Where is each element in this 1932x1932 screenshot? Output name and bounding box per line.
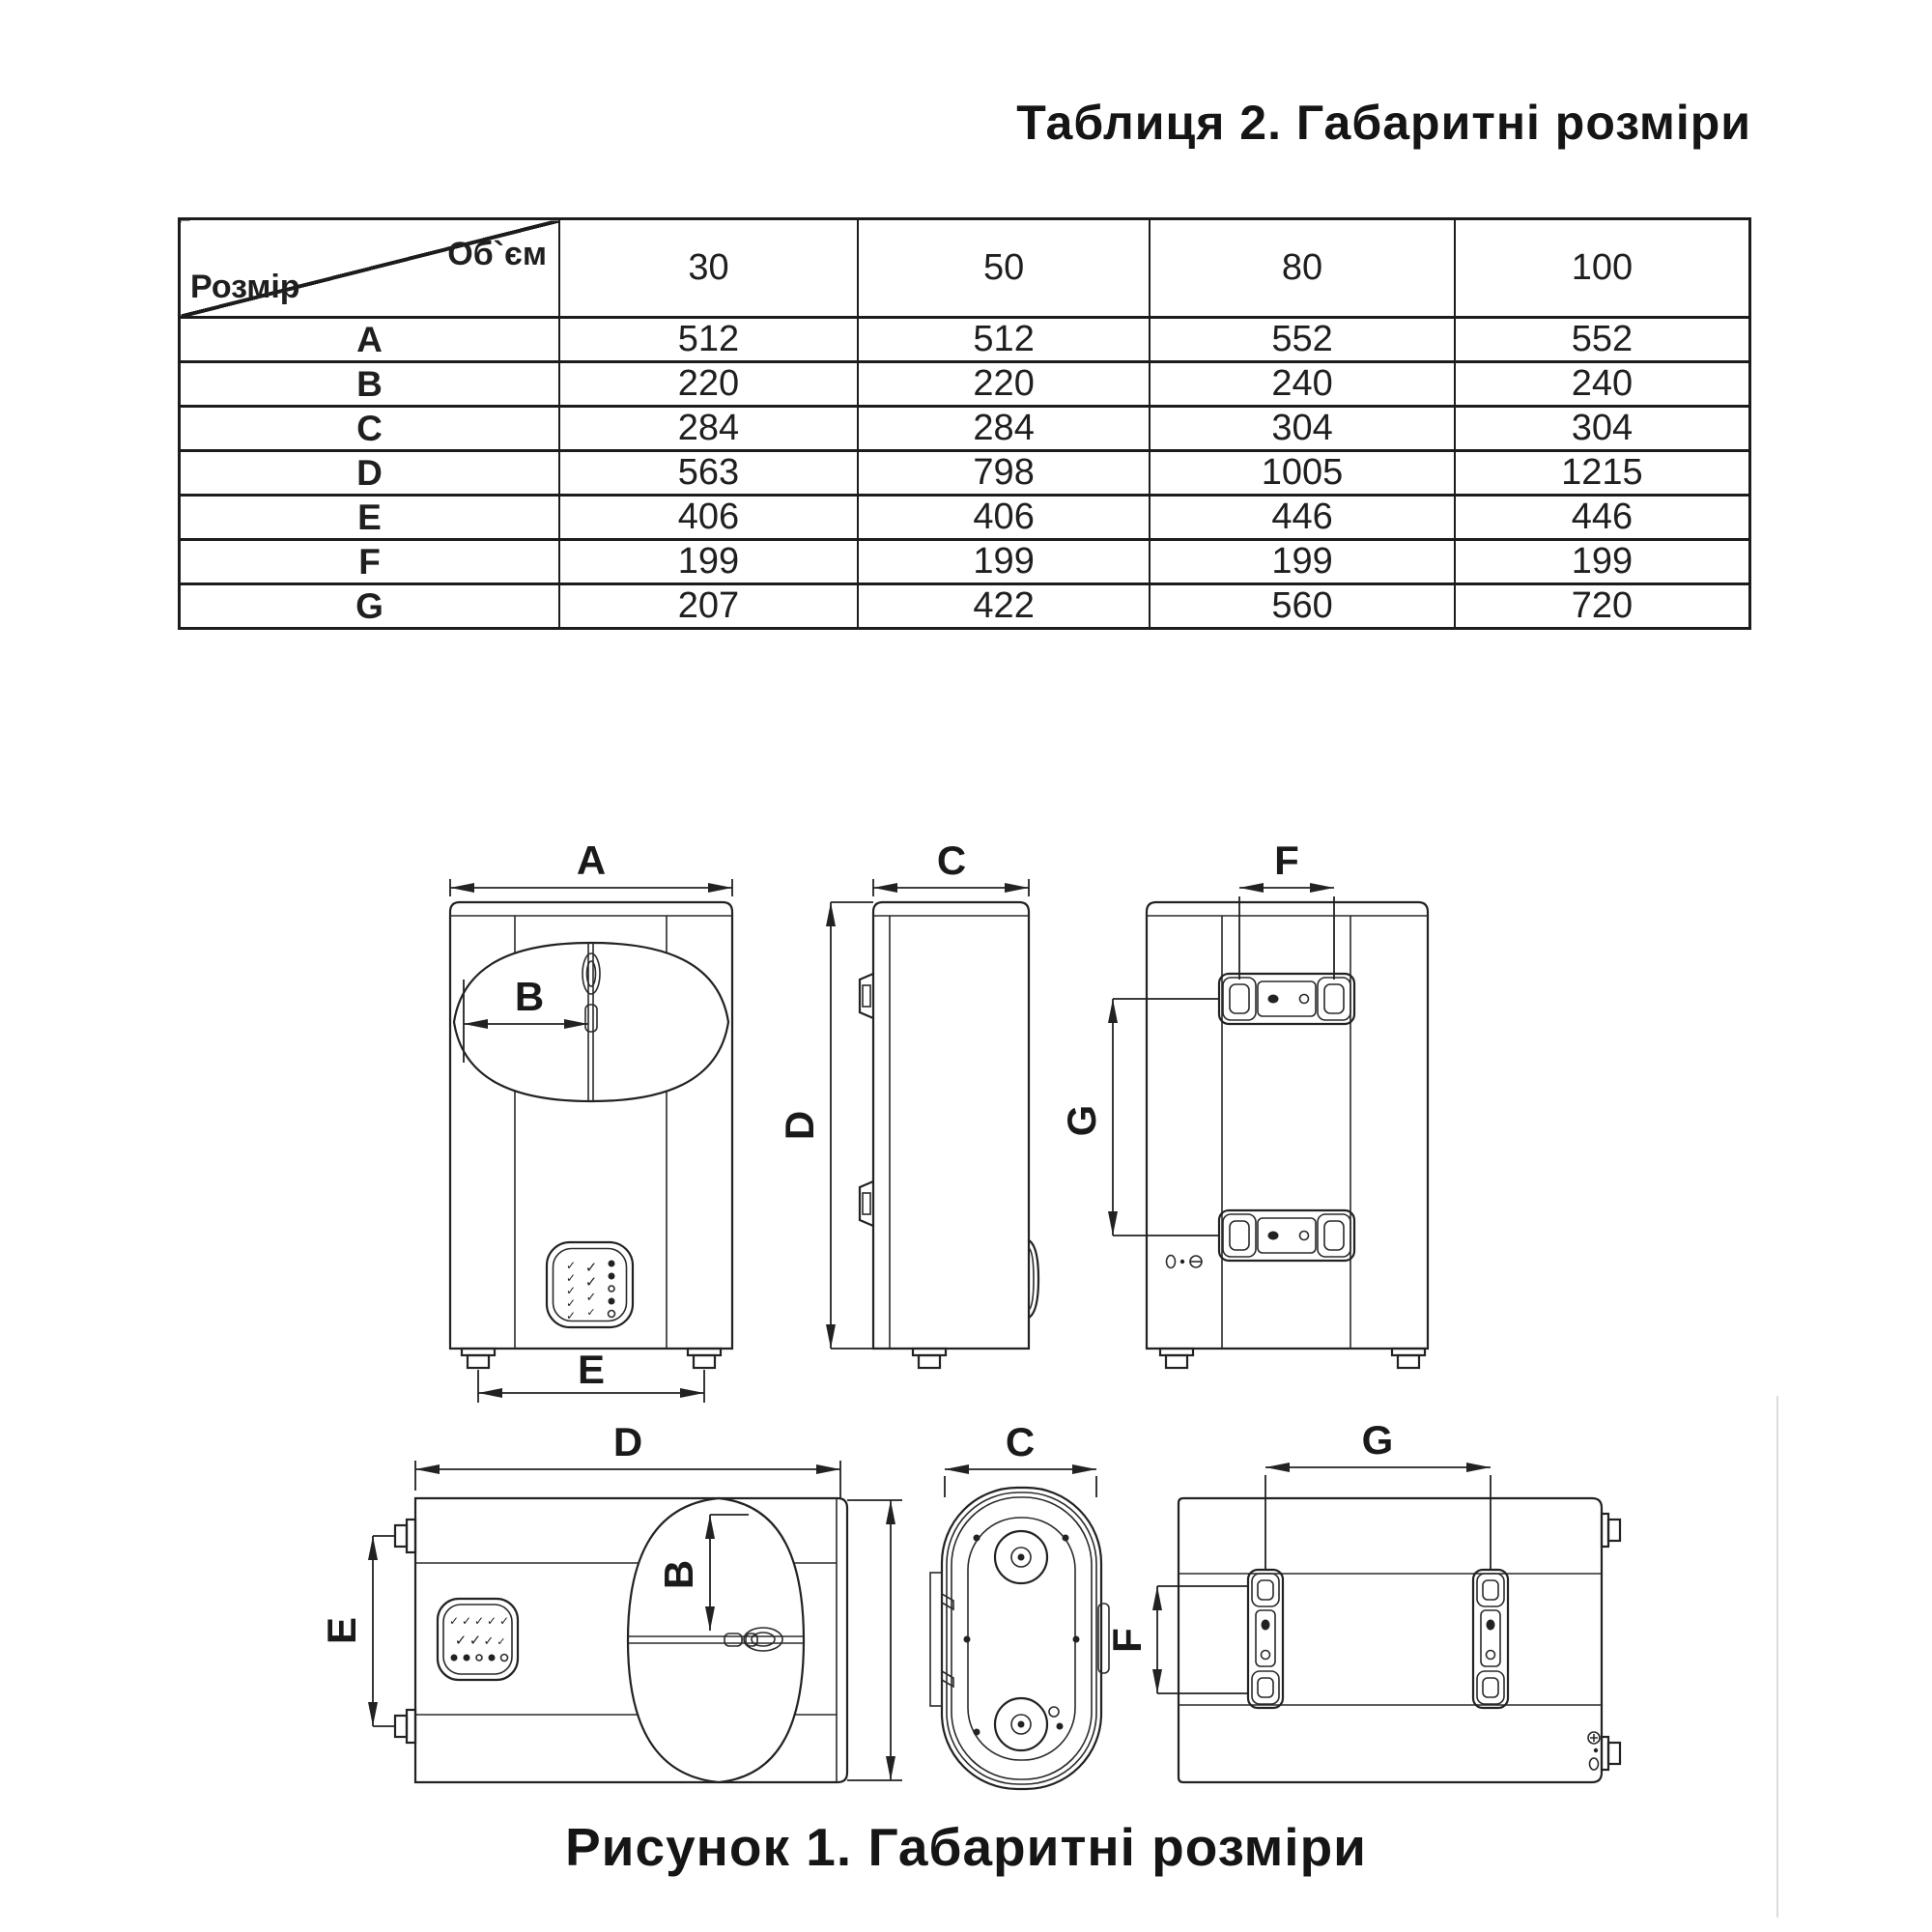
row-label: F — [180, 540, 559, 584]
dim-label-A: A — [576, 838, 607, 883]
dim-label-G: G — [1059, 1104, 1104, 1137]
table-cell: 220 — [858, 362, 1150, 407]
svg-text:✓: ✓ — [565, 1309, 577, 1322]
table-cell: 446 — [1455, 496, 1750, 540]
front-lens-panel — [628, 1498, 804, 1782]
row-label: A — [180, 318, 559, 362]
table-cell: 199 — [858, 540, 1150, 584]
table-title: Таблиця 2. Габаритні розміри — [1016, 96, 1751, 150]
svg-text:✓: ✓ — [497, 1635, 506, 1648]
pipe-fitting-icon — [995, 1531, 1047, 1583]
dim-label-C: C — [936, 838, 967, 883]
svg-text:✓: ✓ — [565, 1271, 577, 1285]
column-header: 50 — [858, 219, 1150, 318]
table-cell: 720 — [1455, 584, 1750, 629]
table-cell: 284 — [559, 407, 858, 451]
mounting-bar-icon — [1248, 1570, 1283, 1708]
dim-label-F: F — [1104, 1628, 1150, 1653]
table-cell: 552 — [1150, 318, 1454, 362]
column-header: 30 — [559, 219, 858, 318]
svg-text:✓: ✓ — [584, 1273, 598, 1291]
table-cell: 304 — [1150, 407, 1454, 451]
table-cell: 1005 — [1150, 451, 1454, 496]
foot — [395, 1520, 415, 1743]
foot — [913, 1349, 946, 1368]
view-front-horizontal — [319, 1419, 902, 1782]
table-cell: 422 — [858, 584, 1150, 629]
table-cell: 284 — [858, 407, 1150, 451]
figure-caption: Рисунок 1. Габаритні розміри — [565, 1817, 1367, 1877]
indicator-marks-icon — [1167, 1256, 1203, 1268]
table-cell: 1215 — [1455, 451, 1750, 496]
table-cell: 199 — [1150, 540, 1454, 584]
table-cell: 406 — [559, 496, 858, 540]
dim-label-B: B — [514, 974, 545, 1019]
svg-text:✓: ✓ — [483, 1634, 495, 1649]
screw-dots — [964, 1535, 1080, 1736]
table-cell: 446 — [1150, 496, 1454, 540]
table-cell: 240 — [1150, 362, 1454, 407]
indicator-marks-icon — [1588, 1732, 1600, 1770]
table-cell: 798 — [858, 451, 1150, 496]
view-oval-top — [930, 1419, 1109, 1789]
foot — [1160, 1349, 1425, 1368]
svg-text:✓: ✓ — [486, 1614, 497, 1628]
mounting-bar-icon — [1473, 1570, 1508, 1708]
svg-text:✓: ✓ — [565, 1296, 577, 1310]
pipe-fitting-icon — [995, 1698, 1047, 1750]
view-rear-horizontal — [1104, 1417, 1620, 1782]
svg-text:✓: ✓ — [454, 1632, 468, 1649]
table-cell: 220 — [559, 362, 858, 407]
table-cell: 199 — [1455, 540, 1750, 584]
view-front-vertical — [450, 838, 732, 1403]
dim-label-E: E — [319, 1616, 364, 1645]
header-size-label: Розмір — [190, 269, 300, 305]
dim-label-C: C — [1005, 1419, 1036, 1464]
wall-bracket-icon — [930, 1573, 953, 1706]
mounting-bar-icon — [1219, 974, 1354, 1024]
dim-label-E: E — [577, 1347, 606, 1392]
front-lens-panel — [454, 943, 728, 1101]
row-label: B — [180, 362, 559, 407]
mounting-bar-icon — [1219, 1210, 1354, 1261]
dim-label-F: F — [1274, 838, 1299, 883]
svg-text:✓: ✓ — [584, 1259, 598, 1276]
svg-text:✓: ✓ — [473, 1614, 485, 1628]
table-cell: 560 — [1150, 584, 1454, 629]
svg-text:✓: ✓ — [461, 1614, 472, 1628]
svg-text:✓: ✓ — [586, 1306, 596, 1319]
dim-label-G: G — [1361, 1417, 1394, 1463]
table-cell: 512 — [559, 318, 858, 362]
svg-text:✓: ✓ — [585, 1291, 597, 1305]
table-cell: 240 — [1455, 362, 1750, 407]
svg-text:✓: ✓ — [565, 1284, 577, 1297]
view-rear-vertical — [1059, 838, 1428, 1368]
table-cell: 207 — [559, 584, 858, 629]
column-header: 80 — [1150, 219, 1454, 318]
wall-bracket-icon — [860, 974, 873, 1226]
table-cell: 552 — [1455, 318, 1750, 362]
dim-label-B: B — [656, 1559, 701, 1590]
control-panel-icon — [547, 1242, 633, 1327]
table-cell: 563 — [559, 451, 858, 496]
table-cell: 304 — [1455, 407, 1750, 451]
table-cell: 512 — [858, 318, 1150, 362]
column-header: 100 — [1455, 219, 1750, 318]
header-volume-label: Об`єм — [447, 236, 547, 272]
svg-text:✓: ✓ — [469, 1632, 482, 1649]
svg-text:✓: ✓ — [498, 1614, 510, 1628]
foot — [1602, 1514, 1620, 1770]
row-label: C — [180, 407, 559, 451]
row-label: D — [180, 451, 559, 496]
view-side-vertical — [777, 838, 1038, 1368]
svg-text:✓: ✓ — [565, 1259, 577, 1272]
table-cell: 406 — [858, 496, 1150, 540]
svg-text:✓: ✓ — [448, 1614, 460, 1628]
table-cell: 199 — [559, 540, 858, 584]
row-label: G — [180, 584, 559, 629]
dim-label-D: D — [612, 1419, 643, 1464]
side-handle-icon — [1029, 1240, 1038, 1318]
control-panel-icon — [438, 1599, 518, 1680]
row-label: E — [180, 496, 559, 540]
dim-label-D: D — [777, 1110, 822, 1141]
